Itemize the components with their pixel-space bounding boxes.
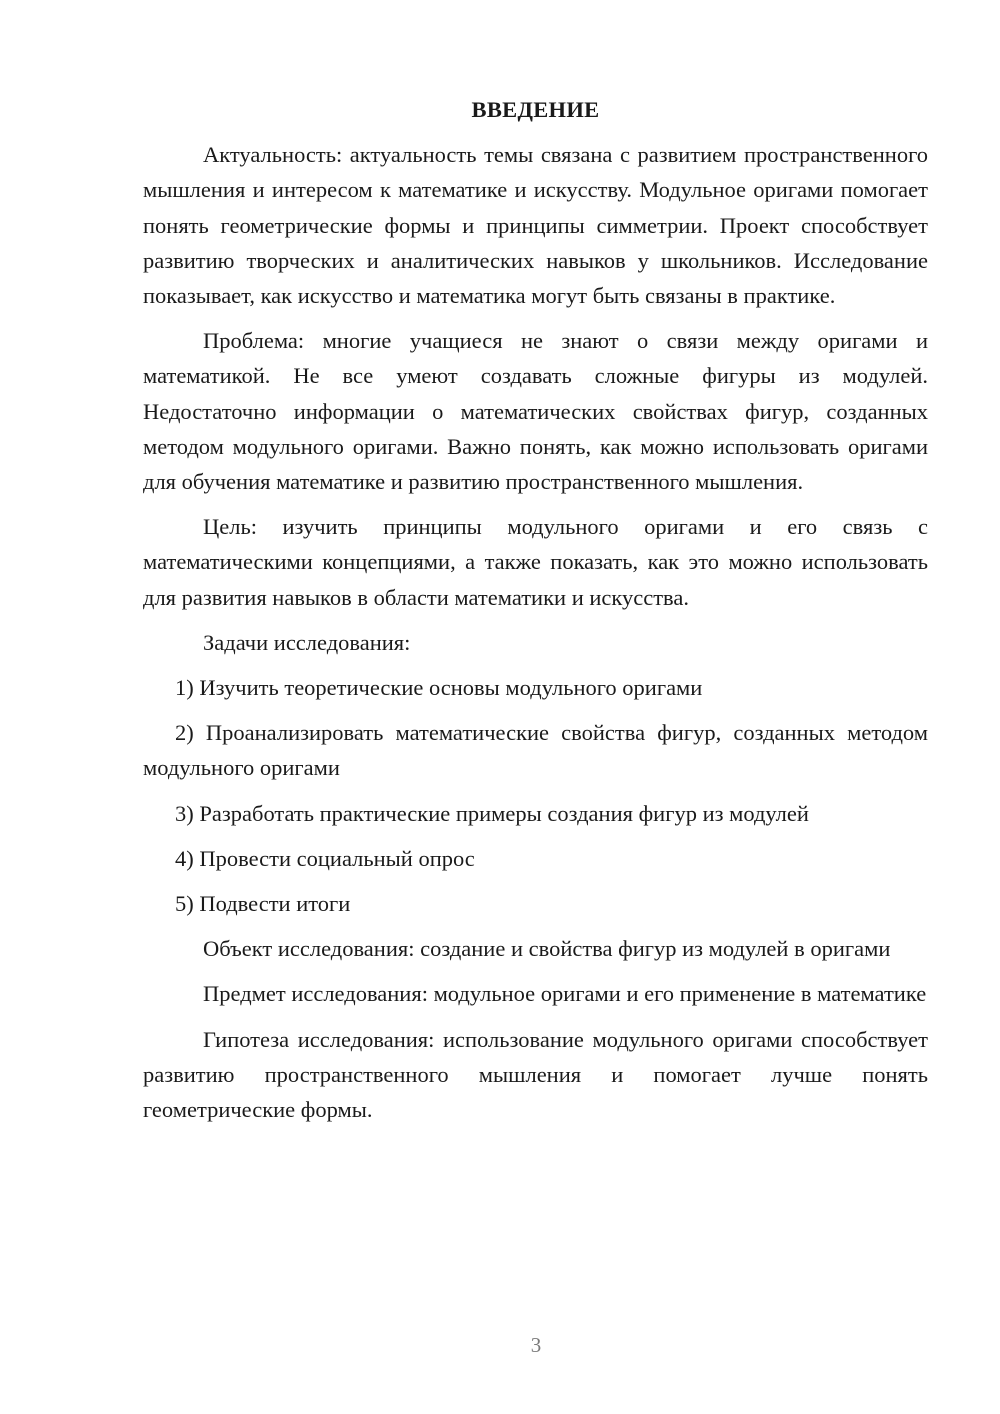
- page-number: 3: [530, 1333, 542, 1357]
- paragraph-problem: Проблема: многие учащиеся не знают о связи между оригами и математикой. Не все умеют создавать сложные фигуры из модулей. Недостаточно информации о математических свойствах фигур, созданных методом модульного оригами. Важно понять, как можно использовать оригами для обучения математике и развитию пространственного мышления.: [143, 328, 928, 495]
- task-item-2: 2) Проанализировать математические свойства фигур, созданных методом модульного оригами: [143, 720, 928, 781]
- paragraph-hypothesis: Гипотеза исследования: использование модульного оригами способствует развитию пространственного мышления и помогает лучше понять геометрические формы.: [143, 1026, 928, 1123]
- task-item-5: 5) Подвести итоги: [175, 891, 351, 917]
- task-item-3: 3) Разработать практические примеры создания фигур из модулей: [175, 800, 809, 826]
- paragraph-subject: Предмет исследования: модульное оригами и его применение в математике: [203, 981, 927, 1007]
- task-item-4: 4) Провести социальный опрос: [175, 845, 475, 871]
- paragraph-relevance: Актуальность: актуальность темы связана с развитием пространственного мышления и интересом к математике и искусству. Модульное оригами помогает понять геометрические формы и принципы симметрии. Проект способствует развитию творческих и аналитических навыков у школьников. Исследование показывает, как искусство и математика могут быть связаны в практике.: [143, 142, 928, 309]
- paragraph-object: Объект исследования: создание и свойства фигур из модулей в оригами: [203, 936, 891, 962]
- page-title: ВВЕДЕНИЕ: [471, 97, 600, 122]
- paragraph-goal: Цель: изучить принципы модульного оригами и его связь с математическими концепциями, а также показать, как это можно использовать для развития навыков в области математики и искусства.: [143, 514, 928, 610]
- paragraph-tasks-heading: Задачи исследования:: [203, 629, 411, 655]
- task-item-1: 1) Изучить теоретические основы модульного оригами: [175, 675, 703, 701]
- document-page: [143, 92, 928, 1137]
